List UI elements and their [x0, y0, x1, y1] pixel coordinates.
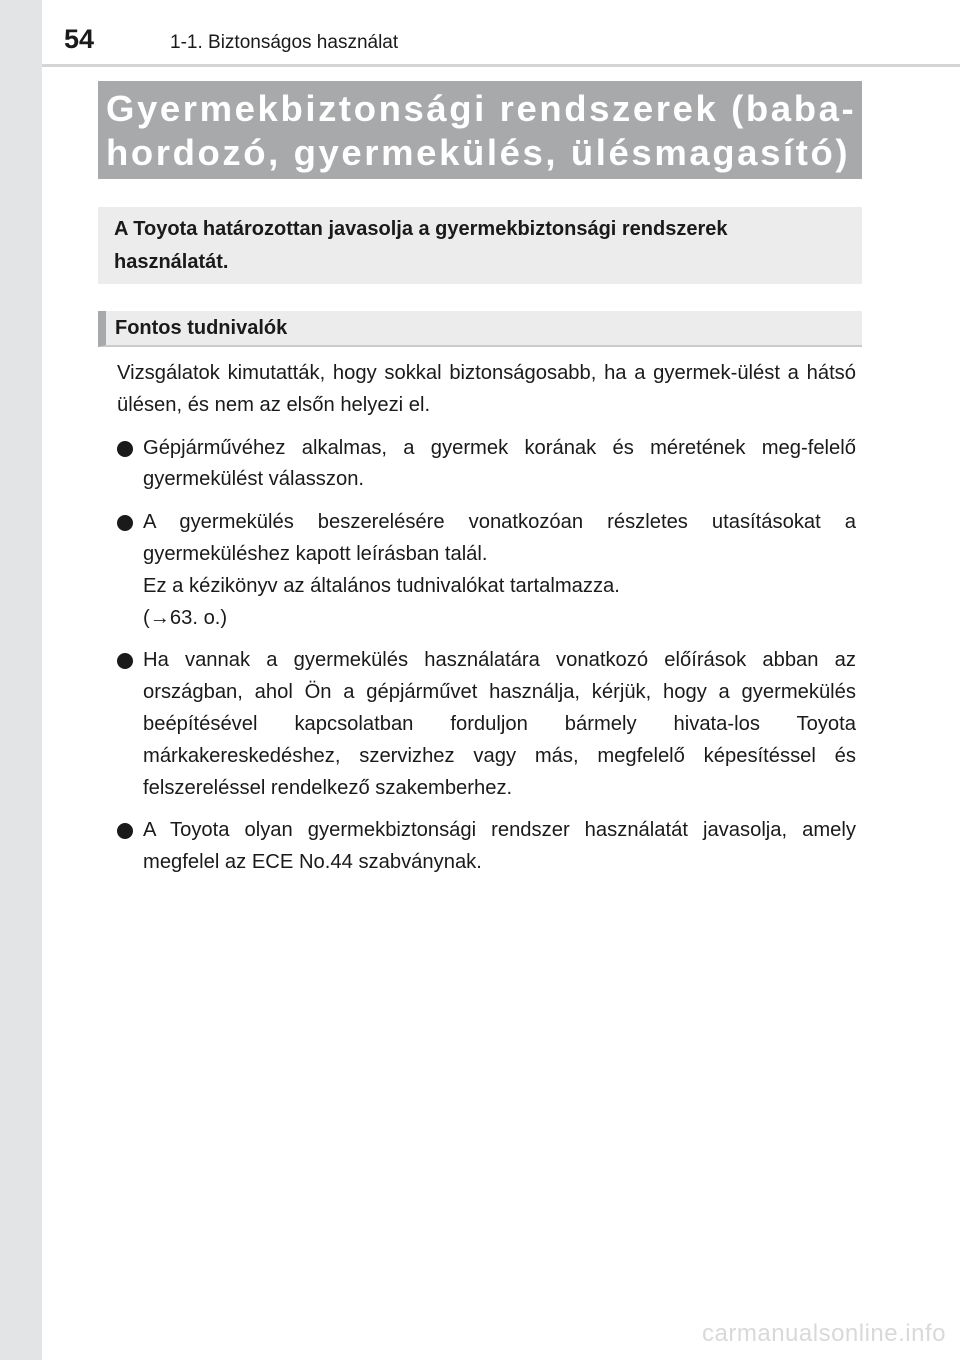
body-text	[117, 358, 856, 879]
bullet-extra-line: Ez a kézikönyv az általános tudnivalókat tartalmazza.	[143, 574, 620, 597]
bullet-item	[117, 815, 856, 879]
bullet-text: A gyermekülés beszerelésére vonatkozóan részletes utasításokat a gyermeküléshez kapott leírásban talál.	[143, 511, 856, 565]
page-side-strip	[0, 0, 42, 1360]
bullet-icon	[117, 653, 133, 669]
subheading-bar	[98, 311, 862, 347]
intro-text: A Toyota határozottan javasolja a gyermekbiztonsági rendszerek használatát.	[114, 218, 728, 273]
page-title-line-2: hordozó, gyermekülés, ülésmagasító)	[106, 132, 851, 173]
bullet-item	[117, 433, 856, 497]
lead-paragraph: Vizsgálatok kimutatták, hogy sokkal biztonságosabb, ha a gyermek-ülést a hátsó ülésen, és nem az elsőn helyezi el.	[117, 362, 856, 416]
bullet-text: Ha vannak a gyermekülés használatára vonatkozó előírások abban az országban, ahol Ön a gépjárművet használja, kérjük, hogy a gyermekülés beépítésével kapcsolatban forduljon bármely hivata-los Toyota márkakereskedéshez, szervizhez vagy más, megfelelő képesítéssel és felszereléssel rendelkező szakemberhez.	[143, 649, 856, 799]
page-number: 54	[64, 24, 95, 54]
bullet-text: Gépjárművéhez alkalmas, a gyermek korának és méretének meg-felelő gyermekülést válasszon.	[143, 436, 856, 491]
section-reference: 1-1. Biztonságos használat	[170, 32, 399, 53]
page-title-line-1: Gyermekbiztonsági rendszerek (baba-	[106, 88, 857, 129]
bullet-item	[117, 507, 856, 634]
intro-box	[98, 207, 862, 284]
bullet-text: A Toyota olyan gyermekbiztonsági rendszer használatát javasolja, amely megfelel az ECE No.44 szabványnak.	[143, 819, 856, 874]
bullet-icon	[117, 823, 133, 839]
page-title	[106, 87, 862, 175]
page-cross-reference: (→63. o.)	[143, 606, 228, 629]
title-banner	[98, 81, 862, 179]
header-divider	[42, 64, 960, 67]
bullet-item	[117, 645, 856, 804]
bullet-icon	[117, 441, 133, 457]
watermark: carmanualsonline.info	[702, 1320, 946, 1347]
subheading-text: Fontos tudnivalók	[115, 317, 288, 339]
bullet-icon	[117, 515, 133, 531]
